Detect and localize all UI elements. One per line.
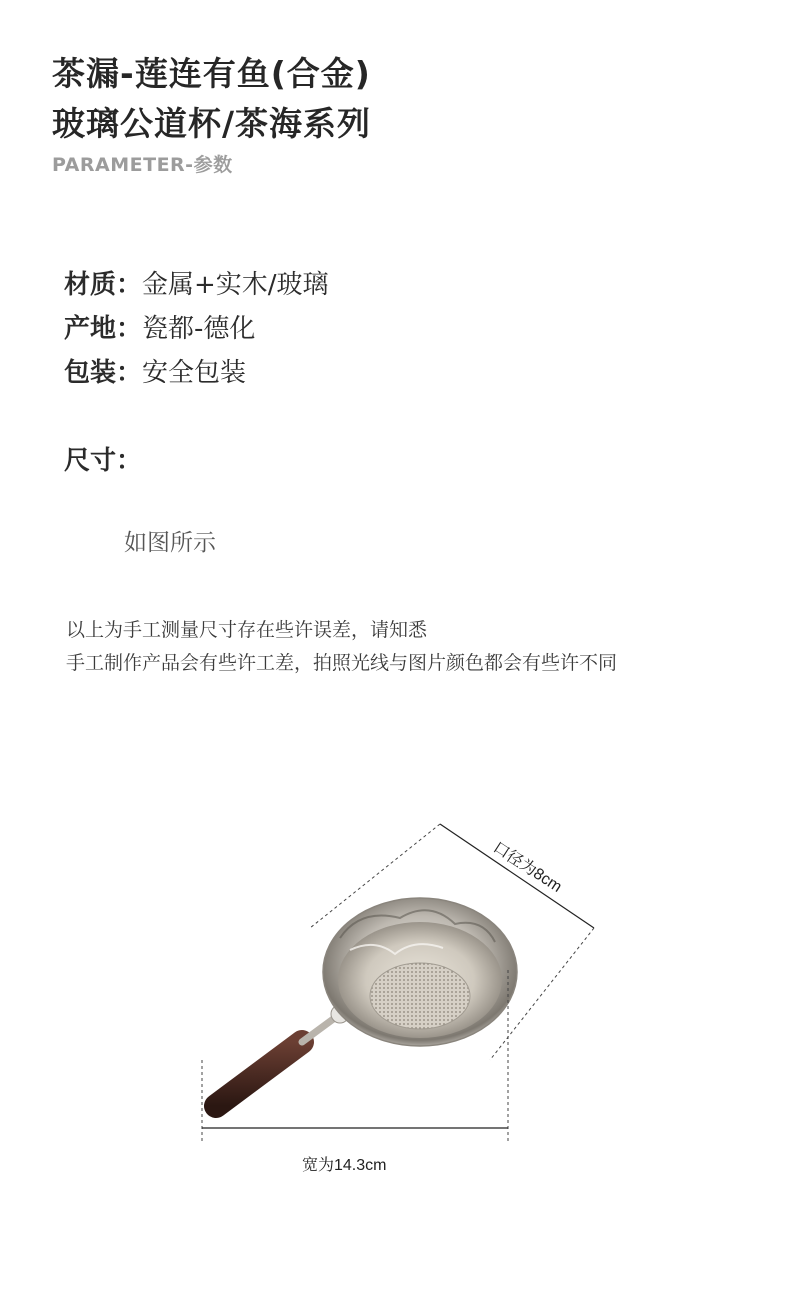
param-material [64,264,329,301]
parameter-heading: PARAMETER-参数 [52,154,233,176]
param-origin-key: 产地： [64,314,143,344]
param-material-value: 金属+实木/玻璃 [142,270,329,300]
param-origin-value: 瓷都-德化 [142,314,256,344]
diameter-label: 口径为8cm [489,839,565,896]
param-packaging-key: 包装： [64,358,143,388]
param-packaging [64,352,246,389]
size-label: 尺寸： [64,446,143,476]
param-packaging-value: 安全包装 [142,358,247,388]
product-title-line-1: 茶漏-莲连有鱼(合金) [52,54,371,93]
param-material-key: 材质： [64,270,143,300]
strainer-bowl [323,898,517,1046]
measurement-note: 以上为手工测量尺寸存在些许误差，请知悉 [66,619,428,641]
wooden-handle [216,1005,349,1106]
product-title-line-2: 玻璃公道杯/茶海系列 [52,104,372,143]
tea-strainer-illustration [190,810,610,1200]
width-label: 宽为14.3cm [302,1157,387,1174]
handmade-note: 手工制作产品会有些许工差，拍照光线与图片颜色都会有些许不同 [66,652,618,674]
param-origin [64,308,255,345]
size-value: 如图所示 [124,530,216,556]
